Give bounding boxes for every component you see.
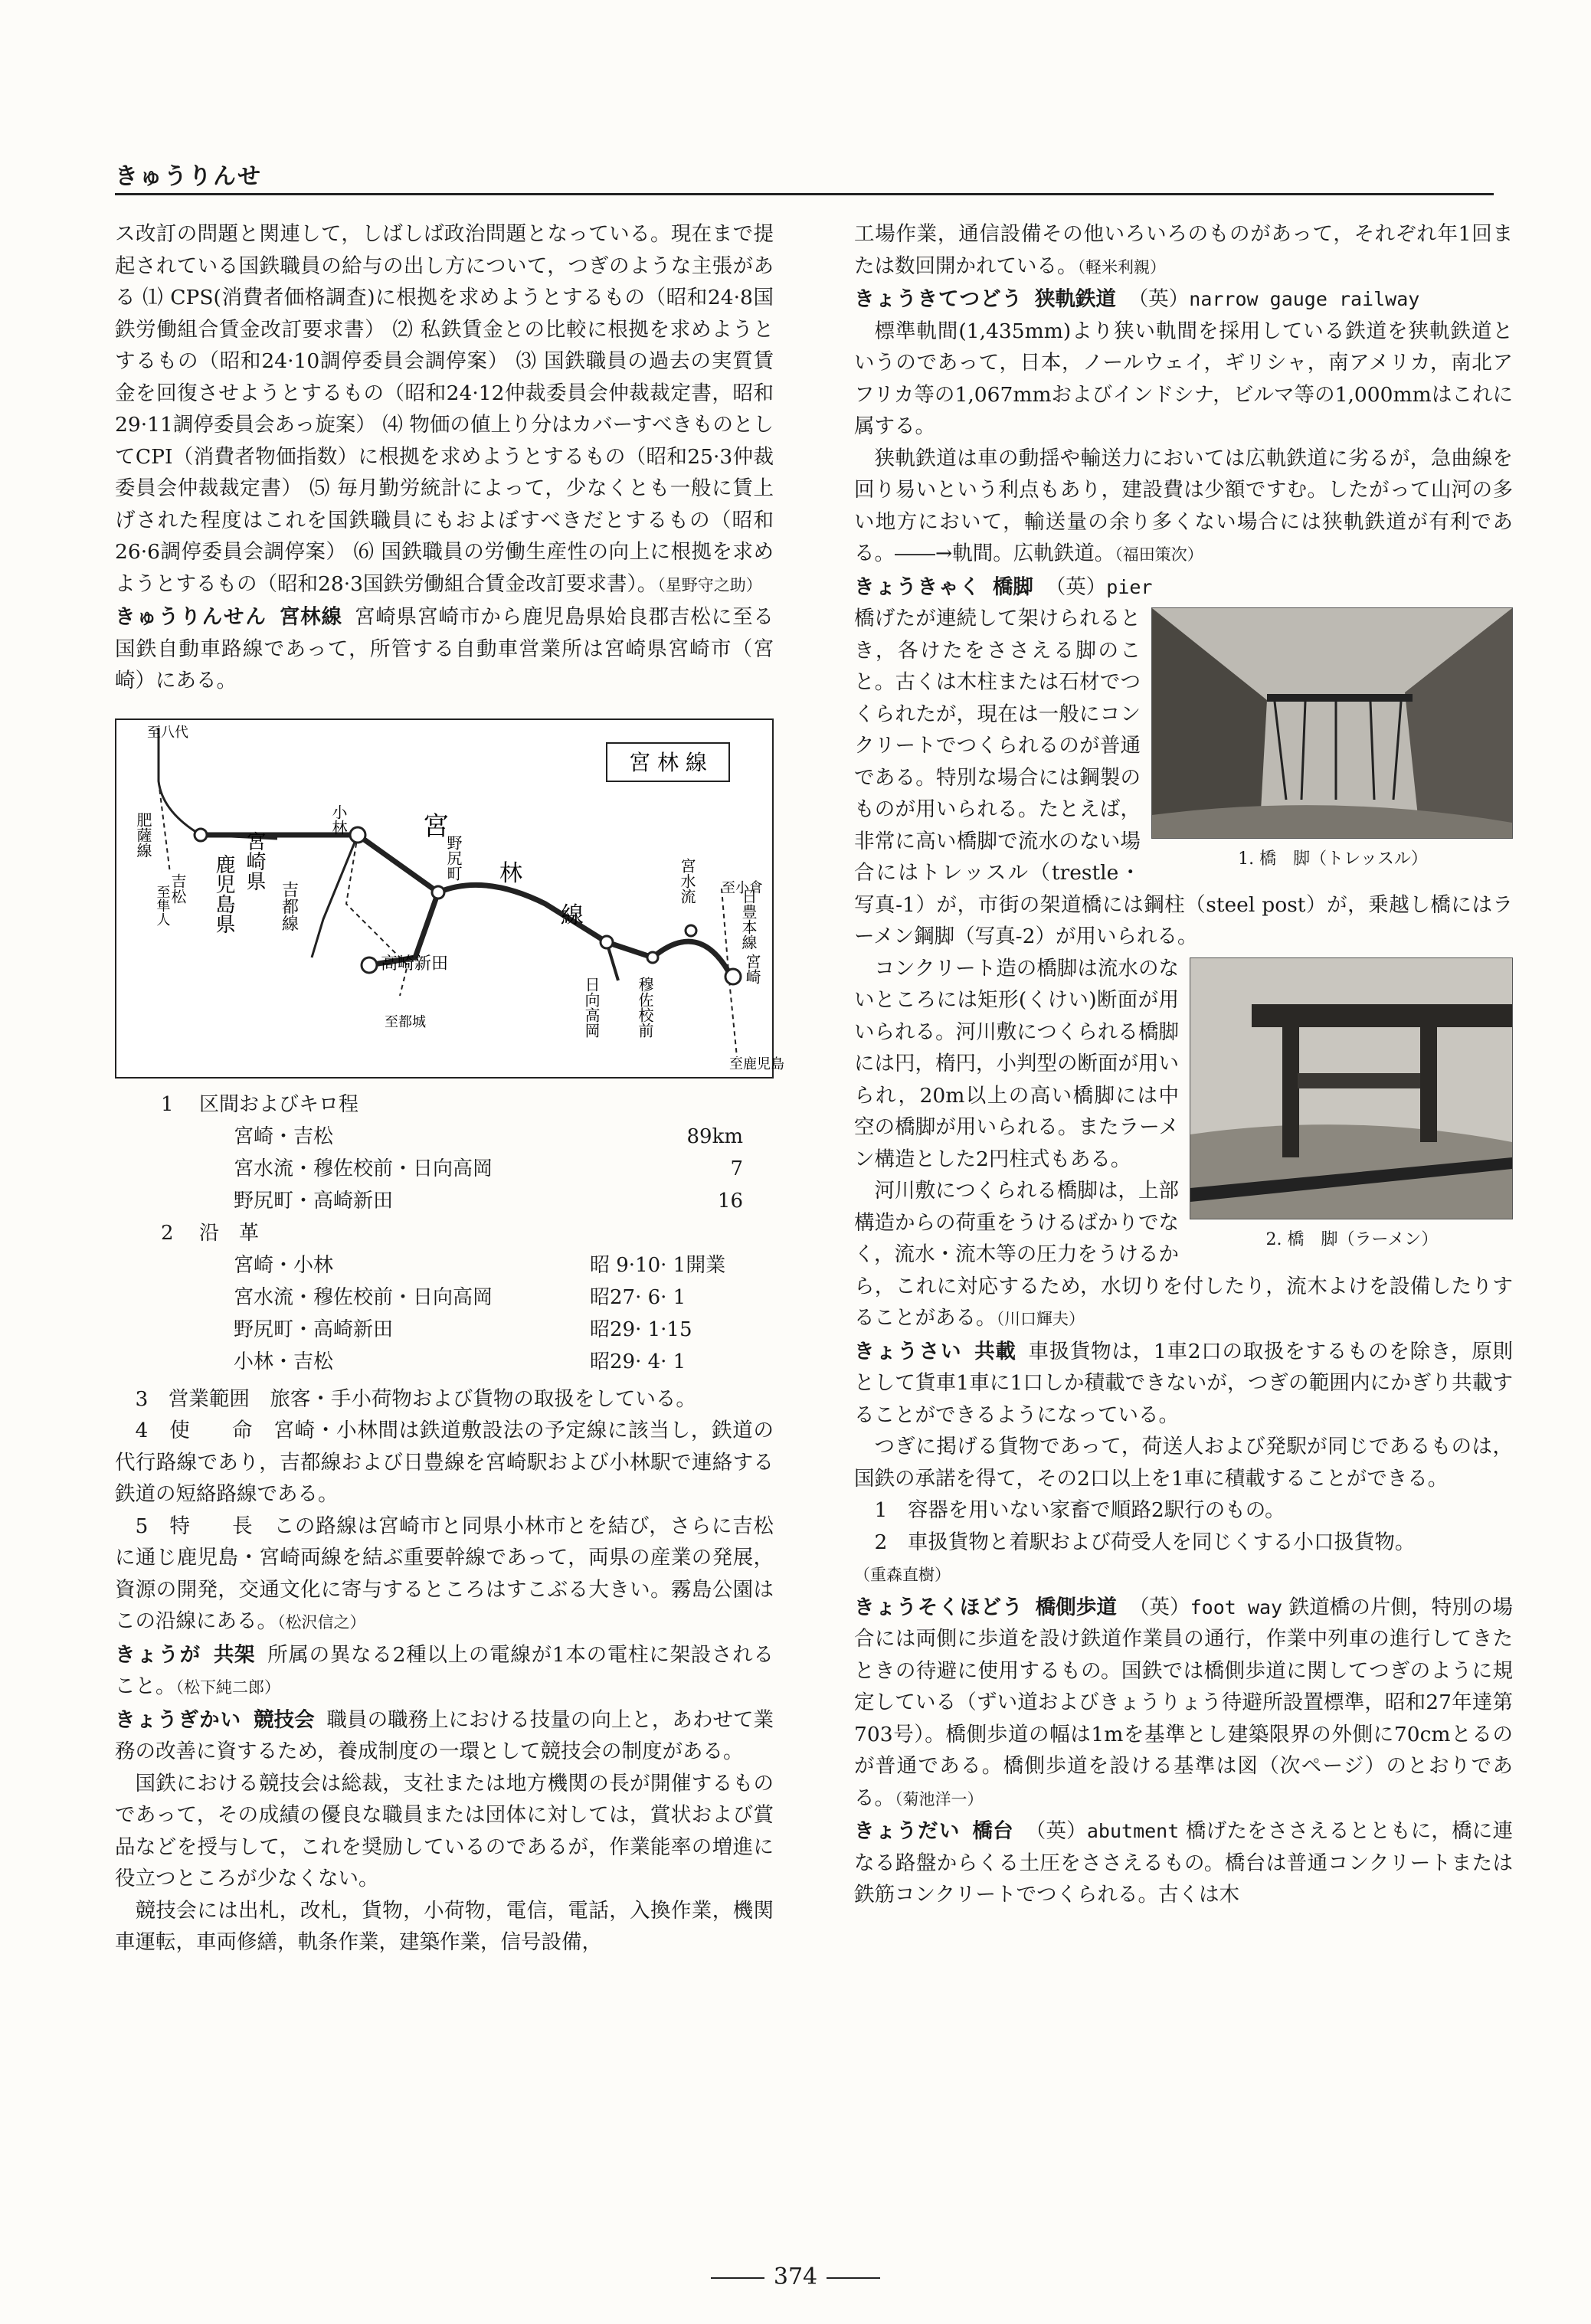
entry-kyoukyaku: きょうきゃく 橋脚 （英）pier	[854, 574, 1153, 599]
station-marker	[686, 925, 696, 936]
right-column	[854, 218, 1513, 1911]
station-marker	[432, 886, 444, 899]
map-station: 宮水流	[678, 857, 696, 904]
left-column	[115, 218, 784, 1959]
rahmen-photo	[1190, 957, 1513, 1219]
paragraph: ス改訂の問題と関連して，しばしば政治問題となっている。現在まで提起されている国鉄職員の給与の出し方について，つぎのような主張がある ⑴ CPS(消費者価格調査)に根拠を求めようとするもの（昭和24·8国鉄労働組合賃金改訂要求書） ⑵ 私鉄賃金との比較に根拠を求めようとするもの（昭和24·10調停委員会調停案） ⑶ 国鉄職員の過去の実質賃金を回復させようとするもの（昭和24·12仲裁委員会仲裁裁定書，昭和29·11調停委員会あっ旋案） ⑷ 物価の値上り分はカバーすべきものとしてCPI（消費者物価指数）に根拠を求めようとするもの（昭和25·3仲裁委員会仲裁裁定書） ⑸ 毎月勤労統計によって，少なくとも一般に賃上げされた程度はこれを国鉄職員にもおよぼすべきだとするもの（昭和26·6調停委員会調停案） ⑹ 国鉄職員の労働生産性の向上に根拠を求めようとするもの（昭和28·3国鉄労働組合賃金改訂要求書）。（星野守之助）	[115, 222, 774, 596]
entry-kyousokuhodou: きょうそくほどう 橋側歩道 （英）foot way 鉄道橋の片側，特別の場合には両側に歩道を設け鉄道作業員の通行，作業中列車の進行してきたときの待避に使用するもの。国鉄では橋側歩道に関してつぎのように規定している（ずい道およびきょうりょう待避所設置標準，昭和27年達第703号）。橋側歩道の幅は1mを基準とし建築限界の外側に70cmとるのが普通である。橋側歩道を設ける基準は図（次ページ）のとおりである。（菊池洋一）	[854, 1595, 1513, 1810]
table-row: 野尻町・高崎新田 16	[234, 1189, 743, 1213]
station-marker	[362, 957, 377, 973]
paragraph: 国鉄における競技会は総裁，支社または地方機関の長が開催するものであって，その成績の優良な職員または団体に対しては，賞状および賞品などを授与して，これを奨励しているのであるが，作業能率の増進に役立つところが少なくない。	[115, 1771, 774, 1890]
paragraph: 競技会には出札，改札，貨物，小荷物，電信，電話，入換作業，機関車運転，車両修繕，軌条作業，建築作業，信号設備，	[115, 1898, 774, 1954]
figure-caption: 1. 橋 脚（トレッスル）	[1238, 849, 1428, 869]
map-station: 高崎新田	[381, 954, 449, 974]
station-marker	[350, 827, 365, 843]
station-marker	[647, 952, 658, 963]
paragraph: 河川敷につくられる橋脚は，上部構造からの荷重をうけるばかりでなく，流水・流木等の圧力をうけるから，これに対応するため，水切りを付したり，流木よけを設備したりすることがある。（川口輝夫）	[854, 1179, 1513, 1330]
table-row: 宮崎・小林 昭 9·10· 1開業	[234, 1253, 726, 1277]
map-direction: 至都城	[385, 1013, 426, 1030]
paragraph: 1 容器を用いない家畜で順路2駅行のもの。	[874, 1498, 1285, 1522]
station-marker	[195, 829, 207, 841]
table-row: 宮水流・穆佐校前・日向高岡 昭27· 6· 1	[234, 1285, 686, 1309]
map-rail-line: 日豊本線	[739, 888, 758, 950]
map-station: 日向高岡	[582, 976, 601, 1038]
table-row: 宮崎・吉松 89km	[234, 1124, 743, 1148]
station-marker	[601, 936, 613, 948]
paragraph: 工場作業，通信設備その他いろいろのものがあって，それぞれ年1回または数回開かれている。（軽米利親）	[854, 222, 1513, 278]
map-station: 吉松	[169, 872, 187, 904]
trestle-photo	[1151, 607, 1513, 839]
table-row: 宮水流・穆佐校前・日向高岡 7	[234, 1157, 743, 1180]
paragraph: 橋げたが連続して架けられるとき，各けたをささえる脚のこと。古くは木柱または石材でつくられたが，現在は一般にコンクリートでつくられるのが普通である。特別な場合には鋼製のものが用いられる。たとえば，非常に高い橋脚で流水のない場合にはトレッスル（trestle・写真-1）が，市街の架道橋には鋼柱（steel post）が，乗越し橋にはラーメン鋼脚（写真-2）が用いられる。	[854, 607, 1513, 948]
map-box-title: 宮 林 線	[629, 749, 707, 775]
entry-kyoukitetsudo: きょうきてつどう 狭軌鉄道 （英）narrow gauge railway	[854, 287, 1420, 311]
map-line-char: 宮	[423, 810, 449, 842]
entry-kyoudai: きょうだい 橋台 （英）abutment 橋げたをささえるとともに，橋に連なる路盤からくる土圧をささえるもの。橋台は普通コンクリートまたは鉄筋コンクリートでつくられる。古くは木	[854, 1819, 1514, 1907]
entry-kyouka: きょうが 共架 所属の異なる2種以上の電線が1本の電柱に架設されること。（松下純二郎）	[115, 1642, 774, 1698]
entry-kyougikai: きょうぎかい 競技会 職員の職務上における技量の向上と，あわせて業務の改善に資するため，養成制度の一環として競技会の制度がある。	[115, 1707, 774, 1763]
table-row: 小林・吉松 昭29· 4· 1	[234, 1350, 686, 1373]
paragraph: 3 営業範囲 旅客・手小荷物および貨物の取扱をしている。	[135, 1386, 696, 1411]
entry-kyousai: きょうさい 共載 車扱貨物は，1車2口の取扱をするものを除き，原則として貨車1車に1口しか積載できないが，つぎの範囲内にかぎり共載することができるようになっている。	[854, 1339, 1514, 1427]
header-rule	[115, 193, 1494, 195]
map-rail-line: 肥薩線	[134, 811, 152, 858]
figure-trestle	[1153, 603, 1513, 876]
page-number: 374	[773, 2263, 818, 2290]
map-line-char: 林	[499, 859, 522, 887]
map-station: 野尻町	[444, 834, 463, 881]
paragraph: 2 車扱貨物と着駅および荷受人を同じくする小口扱貨物。	[874, 1530, 1416, 1554]
map-line-char: 線	[561, 902, 584, 929]
page-footer	[0, 2263, 1591, 2290]
figure-caption: 2. 橋 脚（ラーメン）	[1265, 1229, 1439, 1249]
station-marker	[725, 969, 741, 984]
figure-rahmen	[1191, 953, 1513, 1256]
map-station: 穆佐校前	[636, 976, 654, 1038]
entry-kana: きゅうりんせん	[115, 605, 267, 629]
map-station: 宮崎	[743, 953, 761, 984]
route-map-svg	[116, 720, 784, 1077]
map-direction: 至隼人	[154, 884, 171, 926]
map-station: 小林	[329, 804, 348, 835]
entry-miyabayashi: きゅうりんせん 宮林線 宮崎県宮崎市から鹿児島県姶良郡吉松に至る国鉄自動車路線であって，所管する自動車営業所は宮崎県宮崎市（宮崎）にある。	[115, 605, 774, 692]
paragraph: 標準軌間(1,435mm)より狭い軌間を採用している鉄道を狭軌鉄道というのであって，日本，ノールウェイ，ギリシャ，南アメリカ，南北アフリカ等の1,067mmおよびインドシナ，ビルマ等の1,000mmはこれに属する。	[854, 319, 1513, 438]
paragraph: 狭軌鉄道は車の動揺や輸送力においては広軌鉄道に劣るが，急曲線を回り易いという利点もあり，建設費は少額ですむ。したがって山河の多い地方において，輸送量の余り多くない場合には狭軌鉄道が有利である。――→軌間。広軌鉄道。（福田策次）	[854, 446, 1513, 565]
paragraph: つぎに掲げる貨物であって，荷送人および発駅が同じであるものは，国鉄の承諾を得て，その2口以上を1車に積載することができる。	[854, 1435, 1513, 1491]
paragraph: コンクリート造の橋脚は流水のないところには矩形(くけい)断面が用いられる。河川敷につくられる橋脚には円，楕円，小判型の断面が用いられ，20m以上の高い橋脚には中空の橋脚が用いられる。またラーメン構造とした2円柱式もある。	[854, 956, 1179, 1171]
map-direction: 至鹿児島	[729, 1056, 784, 1072]
paragraph: 5 特 長 この路線は宮崎市と同県小林市とを結び，さらに吉松に通じ鹿児島・宮崎両線を結ぶ重要幹線であって，両県の産業の発展，資源の開発，交通文化に寄与するところはすこぶる大きい。霧島公園はこの沿線にある。（松沢信之）	[115, 1514, 774, 1633]
map-direction: 至小倉	[722, 879, 763, 896]
running-header: きゅうりんせ	[115, 163, 262, 190]
entry-kanji: 宮林線	[279, 605, 342, 629]
footer-rule	[711, 2277, 764, 2279]
map-direction: 至八代	[147, 724, 188, 741]
author: （重森直樹）	[854, 1566, 951, 1584]
route-facts-table: 1 区間およびキロ程 宮崎・吉松 89km 宮水流・穆佐校前・日向高岡 7 野尻町・高崎新田 16 2 沿 革 宮崎・小林 昭 9·10· 1開業 宮水流・穆佐校前・日向高岡 昭27· 6· 1 野尻町・高崎新田 昭29· 1·15 小林・吉松 昭29· 4· 1	[161, 1089, 751, 1379]
map-prefecture: 宮崎県	[243, 830, 266, 891]
table-row: 野尻町・高崎新田 昭29· 1·15	[234, 1317, 692, 1341]
route-map	[115, 718, 784, 1079]
map-prefecture: 鹿児島県	[212, 853, 235, 934]
paragraph: 4 使 命 宮崎・小林間は鉄道敷設法の予定線に該当し，鉄道の代行路線であり，吉都線および日豊線を宮崎駅および小林駅で連絡する鉄道の短絡路線である。	[115, 1419, 774, 1506]
footer-rule	[827, 2277, 880, 2279]
map-rail-line: 吉都線	[279, 880, 299, 931]
